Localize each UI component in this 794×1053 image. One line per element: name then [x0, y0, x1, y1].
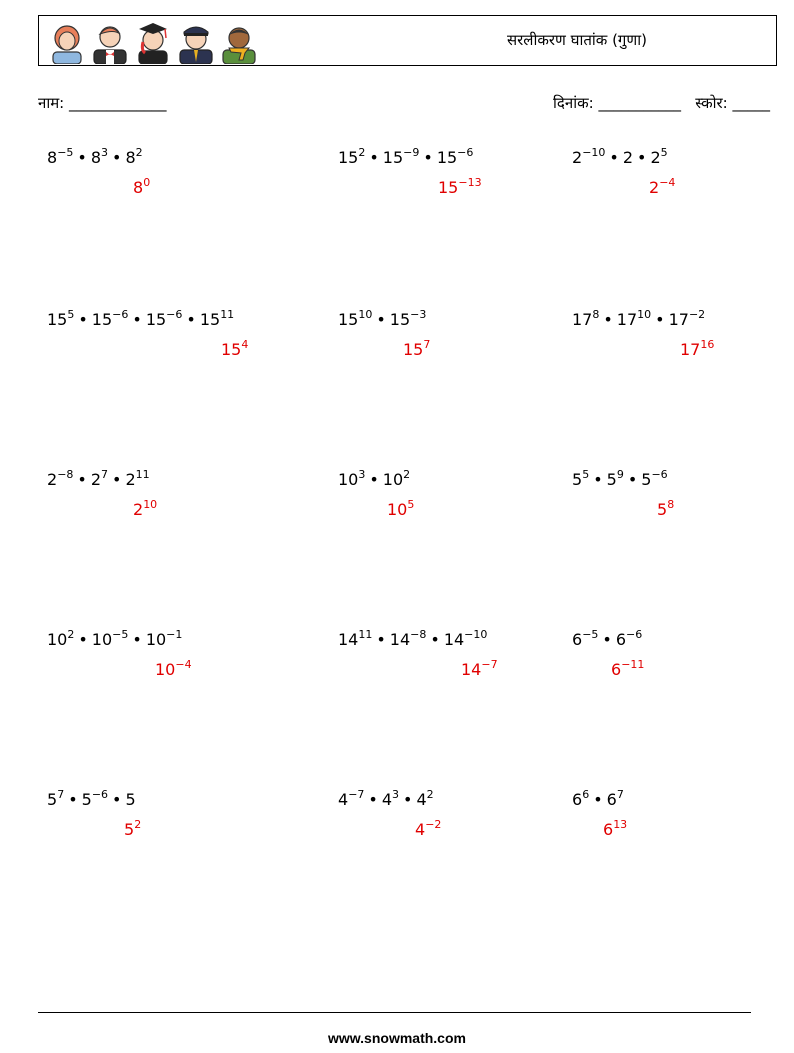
problem-term	[607, 790, 624, 809]
problem-answer	[415, 820, 441, 839]
term-exponent: 10	[637, 308, 652, 321]
term-base: 15	[145, 310, 167, 329]
answer-exponent: −2	[425, 818, 442, 831]
term-base: 15	[389, 310, 411, 329]
problem-expression	[47, 790, 136, 809]
term-base: 2	[47, 470, 58, 489]
term-exponent: −6	[91, 788, 109, 801]
answer-base: 15	[403, 340, 424, 359]
problem-term	[338, 790, 364, 809]
problem-expression	[47, 148, 143, 167]
term-base: 10	[382, 470, 404, 489]
problem-item	[47, 148, 277, 228]
term-exponent: −2	[688, 308, 706, 321]
problem-item	[572, 470, 794, 550]
problem-term	[623, 148, 633, 167]
problem-term	[125, 470, 149, 489]
problem-answer	[680, 340, 714, 359]
worksheet-title: सरलीकरण घातांक (गुणा)	[507, 31, 647, 49]
problem-expression	[338, 630, 487, 649]
answer-base: 6	[603, 820, 614, 839]
graduate-avatar-icon	[133, 20, 173, 64]
term-base: 4	[381, 790, 393, 809]
problem-term	[82, 790, 108, 809]
problem-term	[125, 790, 135, 809]
problem-item	[47, 310, 277, 390]
answer-base: 4	[415, 820, 426, 839]
score-blank: _____	[732, 94, 770, 112]
answer-base: 5	[657, 500, 668, 519]
problem-term	[47, 470, 73, 489]
multiply-dot-icon: •	[655, 310, 665, 329]
term-exponent: −8	[57, 468, 74, 481]
name-label: नाम:	[38, 94, 65, 112]
multiply-dot-icon: •	[369, 470, 379, 489]
multiply-dot-icon: •	[112, 148, 122, 167]
avatar-strip	[47, 20, 259, 64]
problem-expression	[572, 790, 624, 809]
multiply-dot-icon: •	[368, 790, 378, 809]
date-blank: ___________	[598, 94, 681, 112]
multiply-dot-icon: •	[369, 148, 379, 167]
term-base: 2	[650, 148, 661, 167]
term-exponent: 11	[220, 308, 235, 321]
problem-term	[338, 470, 365, 489]
problem-answer	[221, 340, 248, 359]
problem-item	[338, 310, 568, 390]
term-exponent: 3	[392, 788, 400, 801]
term-base: 5	[81, 790, 92, 809]
answer-base: 15	[438, 178, 459, 197]
term-base: 8	[47, 148, 58, 167]
term-base: 15	[199, 310, 221, 329]
problem-item	[572, 148, 794, 228]
problem-answer	[611, 660, 644, 679]
pilot-avatar-icon	[176, 20, 216, 64]
multiply-dot-icon: •	[376, 630, 386, 649]
problem-item	[47, 470, 277, 550]
problem-term	[200, 310, 234, 329]
term-base: 14	[443, 630, 465, 649]
multiply-dot-icon: •	[609, 148, 619, 167]
term-base: 5	[572, 470, 583, 489]
problem-answer	[133, 178, 150, 197]
term-base: 10	[47, 630, 68, 649]
multiply-dot-icon: •	[112, 470, 122, 489]
problem-answer	[438, 178, 482, 197]
multiply-dot-icon: •	[627, 470, 638, 489]
answer-base: 2	[133, 500, 144, 519]
worksheet-header	[38, 15, 777, 66]
term-exponent: 2	[426, 788, 434, 801]
answer-exponent: −13	[458, 176, 482, 189]
answer-exponent: 13	[613, 818, 628, 831]
problem-answer	[603, 820, 627, 839]
problem-answer	[461, 660, 498, 679]
term-base: 15	[47, 310, 68, 329]
date-label: दिनांक:	[553, 94, 594, 112]
problem-term	[617, 310, 651, 329]
term-exponent: 10	[358, 308, 373, 321]
scarf-person-avatar-icon	[219, 20, 259, 64]
answer-exponent: 10	[143, 498, 158, 511]
multiply-dot-icon: •	[112, 790, 122, 809]
problem-term	[437, 148, 474, 167]
problem-term	[47, 148, 73, 167]
waiter-avatar-icon	[90, 20, 130, 64]
problem-term	[125, 148, 142, 167]
problem-term	[47, 310, 74, 329]
term-exponent: 5	[582, 468, 590, 481]
term-exponent: 3	[358, 468, 366, 481]
problem-answer	[649, 178, 675, 197]
term-base: 15	[382, 148, 404, 167]
term-base: 6	[572, 790, 583, 809]
problem-expression	[572, 148, 668, 167]
term-base: 15	[91, 310, 113, 329]
term-exponent: 9	[616, 468, 624, 481]
term-base: 5	[606, 470, 617, 489]
term-exponent: −6	[457, 146, 474, 159]
problem-term	[572, 790, 589, 809]
term-base: 4	[338, 790, 349, 809]
term-exponent: −6	[651, 468, 668, 481]
problem-item	[338, 148, 568, 228]
problem-item	[338, 630, 568, 710]
answer-exponent: 2	[134, 818, 142, 831]
answer-exponent: −7	[481, 658, 498, 671]
term-exponent: −6	[626, 628, 643, 641]
term-exponent: 7	[57, 788, 65, 801]
answer-base: 2	[649, 178, 660, 197]
term-exponent: 8	[592, 308, 600, 321]
term-exponent: −5	[112, 628, 129, 641]
term-exponent: −9	[403, 146, 420, 159]
problem-item	[572, 310, 794, 390]
term-base: 4	[416, 790, 427, 809]
answer-base: 8	[133, 178, 144, 197]
answer-exponent: 16	[700, 338, 715, 351]
problem-term	[382, 790, 399, 809]
answer-exponent: 0	[143, 176, 151, 189]
multiply-dot-icon: •	[593, 470, 603, 489]
problem-expression	[338, 310, 426, 329]
term-base: 17	[668, 310, 689, 329]
term-exponent: 11	[135, 468, 150, 481]
problem-expression	[338, 148, 473, 167]
term-exponent: −5	[582, 628, 599, 641]
term-base: 15	[436, 148, 458, 167]
footer-url: www.snowmath.com	[328, 1030, 466, 1046]
term-base: 15	[338, 148, 359, 167]
term-base: 2	[572, 148, 583, 167]
answer-exponent: −4	[175, 658, 192, 671]
problem-term	[416, 790, 433, 809]
problem-answer	[403, 340, 430, 359]
term-exponent: 11	[358, 628, 373, 641]
problem-term	[91, 148, 108, 167]
answer-exponent: 4	[241, 338, 249, 351]
term-exponent: 5	[660, 146, 668, 159]
problem-item	[47, 790, 277, 870]
problem-answer	[133, 500, 157, 519]
term-base: 2	[90, 470, 102, 489]
problem-term	[669, 310, 706, 329]
term-base: 17	[572, 310, 593, 329]
multiply-dot-icon: •	[423, 148, 433, 167]
problem-item	[47, 630, 277, 710]
problem-item	[338, 790, 568, 870]
multiply-dot-icon: •	[68, 790, 78, 809]
term-exponent: −5	[57, 146, 74, 159]
problem-term	[390, 310, 427, 329]
problem-item	[572, 630, 794, 710]
problem-term	[383, 148, 420, 167]
problem-term	[146, 310, 183, 329]
term-base: 2	[125, 470, 136, 489]
problem-expression	[572, 470, 668, 489]
score-label: स्कोर:	[695, 94, 728, 112]
problem-expression	[338, 790, 434, 809]
term-exponent: 6	[582, 788, 590, 801]
answer-base: 15	[221, 340, 242, 359]
problem-term	[444, 630, 488, 649]
multiply-dot-icon: •	[78, 310, 88, 329]
answer-base: 6	[611, 660, 622, 679]
multiply-dot-icon: •	[403, 790, 413, 809]
multiply-dot-icon: •	[637, 148, 647, 167]
multiply-dot-icon: •	[430, 630, 440, 649]
name-field	[38, 93, 167, 113]
problem-term	[383, 470, 410, 489]
problem-term	[92, 310, 129, 329]
problem-expression	[572, 630, 642, 649]
term-exponent: 7	[616, 788, 624, 801]
term-exponent: 5	[67, 308, 75, 321]
answer-exponent: −11	[621, 658, 645, 671]
problem-term	[616, 630, 642, 649]
term-base: 6	[572, 630, 583, 649]
term-base: 10	[145, 630, 167, 649]
term-base: 5	[125, 790, 136, 809]
term-exponent: −10	[464, 628, 488, 641]
term-exponent: 3	[101, 146, 109, 159]
answer-base: 10	[155, 660, 176, 679]
problem-expression	[47, 470, 150, 489]
problem-answer	[387, 500, 414, 519]
girl-avatar-icon	[47, 20, 87, 64]
answer-exponent: 5	[407, 498, 415, 511]
term-base: 6	[606, 790, 617, 809]
term-base: 6	[615, 630, 627, 649]
answer-base: 10	[387, 500, 408, 519]
problem-term	[572, 630, 598, 649]
answer-base: 17	[680, 340, 701, 359]
multiply-dot-icon: •	[78, 630, 88, 649]
problem-term	[650, 148, 667, 167]
term-base: 8	[90, 148, 102, 167]
answer-base: 14	[461, 660, 482, 679]
problem-term	[641, 470, 667, 489]
problem-term	[572, 310, 599, 329]
term-exponent: −1	[166, 628, 183, 641]
footer-divider	[38, 1012, 751, 1013]
date-score-fields	[553, 93, 770, 113]
problem-answer	[657, 500, 674, 519]
problem-term	[572, 148, 605, 167]
problem-term	[146, 630, 183, 649]
problem-term	[91, 470, 108, 489]
term-base: 5	[641, 470, 652, 489]
answer-exponent: 8	[667, 498, 675, 511]
term-base: 8	[125, 148, 136, 167]
term-exponent: 2	[358, 146, 366, 159]
term-base: 5	[47, 790, 58, 809]
problem-term	[607, 470, 624, 489]
multiply-dot-icon: •	[602, 630, 612, 649]
multiply-dot-icon: •	[77, 470, 87, 489]
problem-answer	[155, 660, 192, 679]
term-exponent: −6	[166, 308, 183, 321]
term-base: 2	[622, 148, 634, 167]
term-exponent: −3	[410, 308, 427, 321]
term-exponent: 2	[403, 468, 411, 481]
term-base: 15	[338, 310, 359, 329]
problem-expression	[47, 310, 234, 329]
term-base: 10	[338, 470, 359, 489]
multiply-dot-icon: •	[186, 310, 196, 329]
problem-expression	[572, 310, 705, 329]
term-exponent: −7	[348, 788, 365, 801]
problem-term	[338, 310, 372, 329]
problem-term	[338, 148, 365, 167]
term-base: 10	[91, 630, 113, 649]
term-exponent: 2	[135, 146, 143, 159]
term-base: 17	[616, 310, 638, 329]
problem-term	[47, 630, 74, 649]
term-base: 14	[389, 630, 411, 649]
term-base: 14	[338, 630, 359, 649]
answer-exponent: 7	[423, 338, 431, 351]
answer-base: 5	[124, 820, 135, 839]
problem-item	[572, 790, 794, 870]
multiply-dot-icon: •	[603, 310, 613, 329]
term-exponent: −8	[410, 628, 427, 641]
name-blank: _____________	[69, 94, 167, 112]
multiply-dot-icon: •	[593, 790, 603, 809]
problem-term	[390, 630, 427, 649]
problem-term	[572, 470, 589, 489]
multiply-dot-icon: •	[132, 310, 142, 329]
problem-item	[338, 470, 568, 550]
problem-term	[338, 630, 372, 649]
term-exponent: 7	[101, 468, 109, 481]
term-exponent: 2	[67, 628, 75, 641]
problem-answer	[124, 820, 141, 839]
term-exponent: −6	[112, 308, 129, 321]
answer-exponent: −4	[659, 176, 676, 189]
problem-expression	[338, 470, 410, 489]
multiply-dot-icon: •	[77, 148, 87, 167]
problem-expression	[47, 630, 182, 649]
problem-term	[92, 630, 129, 649]
multiply-dot-icon: •	[132, 630, 142, 649]
problem-term	[47, 790, 64, 809]
term-exponent: −10	[582, 146, 606, 159]
multiply-dot-icon: •	[376, 310, 386, 329]
